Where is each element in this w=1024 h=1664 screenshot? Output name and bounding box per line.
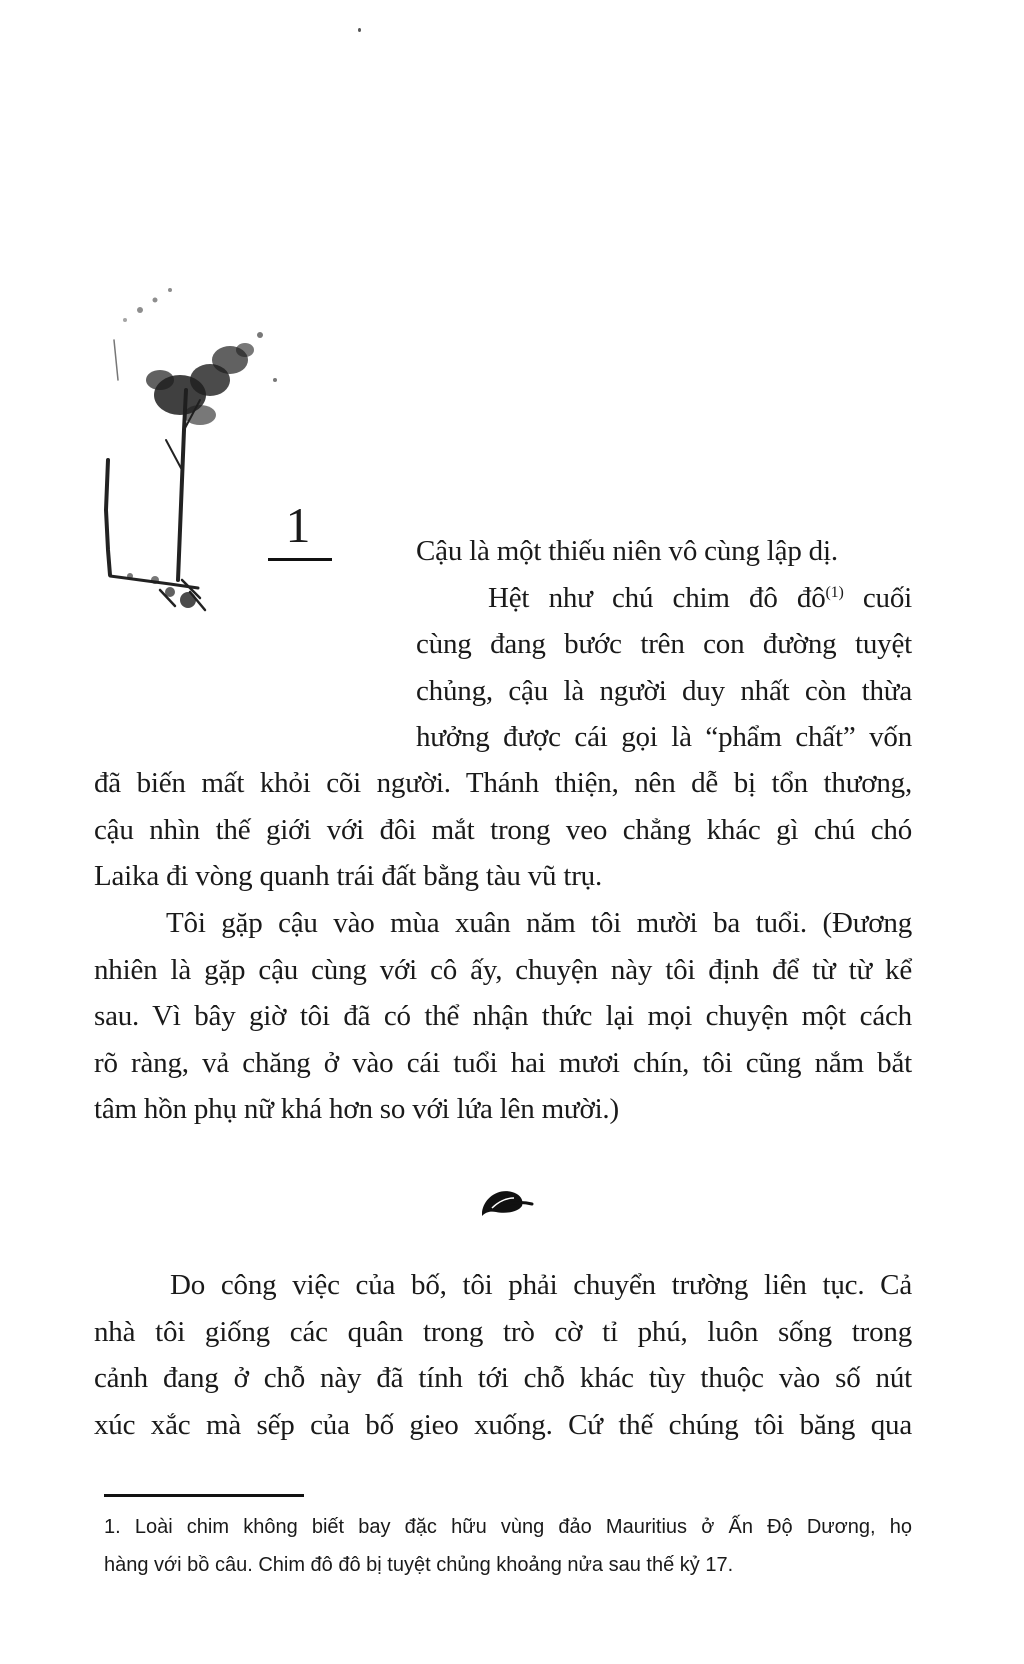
text-line: Do công việc của bố, tôi phải chuyển trường liên tục. Cả [170,1269,912,1301]
leaf-ornament-icon [478,1182,534,1222]
footnote-line: hàng với bồ câu. Chim đô đô bị tuyệt chủng khoảng nửa sau thế kỷ 17. [104,1554,734,1576]
text-line: nhà tôi giống các quân trong trò cờ tỉ phú, luôn sống trong [94,1315,912,1348]
tree-illustration [100,280,350,660]
text-span: Hệt như chú chim đô đô [488,581,826,614]
intro-paragraph-full [94,760,912,900]
chapter-number: 1 [285,497,311,553]
text-line: Laika đi vòng quanh trái đất bằng tàu vũ trụ. [94,860,603,892]
text-line: đã biến mất khỏi cõi người. Thánh thiện, nên dễ bị tổn thương, [94,767,912,799]
text-line: cùng đang bước trên con đường tuyệt [416,628,912,660]
text-line: cậu nhìn thế giới với đôi mắt trong veo chẳng khác gì chú chó [94,813,912,846]
text-line: tâm hồn phụ nữ khá hơn so với lứa lên mười.) [94,1093,619,1125]
text-line: hưởng được cái gọi là “phẩm chất” vốn [416,721,912,753]
footnote [104,1508,912,1584]
footnote-line: 1. Loài chim không biết bay đặc hữu vùng đảo Mauritius ở Ấn Độ Dương, họ [104,1516,912,1538]
text-line: Tôi gặp cậu vào mùa xuân năm tôi mười ba tuổi. (Đương [166,907,912,939]
text-line: nhiên là gặp cậu cùng với cô ấy, chuyện này tôi định để từ từ kể [94,953,912,986]
text-line: Cậu là một thiếu niên vô cùng lập dị. [416,535,838,567]
ink-speck [358,28,361,32]
text-line [416,575,912,622]
text-line: cảnh đang ở chỗ này đã tính tới chỗ khác tùy thuộc vào số nút [94,1362,912,1394]
footnote-marker[interactable]: (1) [825,583,844,601]
intro-paragraph-narrow [416,528,912,761]
text-line: rõ ràng, vả chăng ở vào cái tuổi hai mươi chín, tôi cũng nắm bắt [94,1046,912,1079]
paragraph-3 [94,1262,912,1448]
text-line: sau. Vì bây giờ tôi đã có thể nhận thức lại mọi chuyện một cách [94,1000,912,1032]
text-line: chủng, cậu là người duy nhất còn thừa [416,674,912,707]
chapter-rule [268,558,332,561]
text-span: cuối [843,581,912,614]
text-line: xúc xắc mà sếp của bố gieo xuống. Cứ thế chúng tôi băng qua [94,1408,912,1441]
footnote-rule [104,1494,304,1497]
paragraph-2 [94,900,912,1133]
